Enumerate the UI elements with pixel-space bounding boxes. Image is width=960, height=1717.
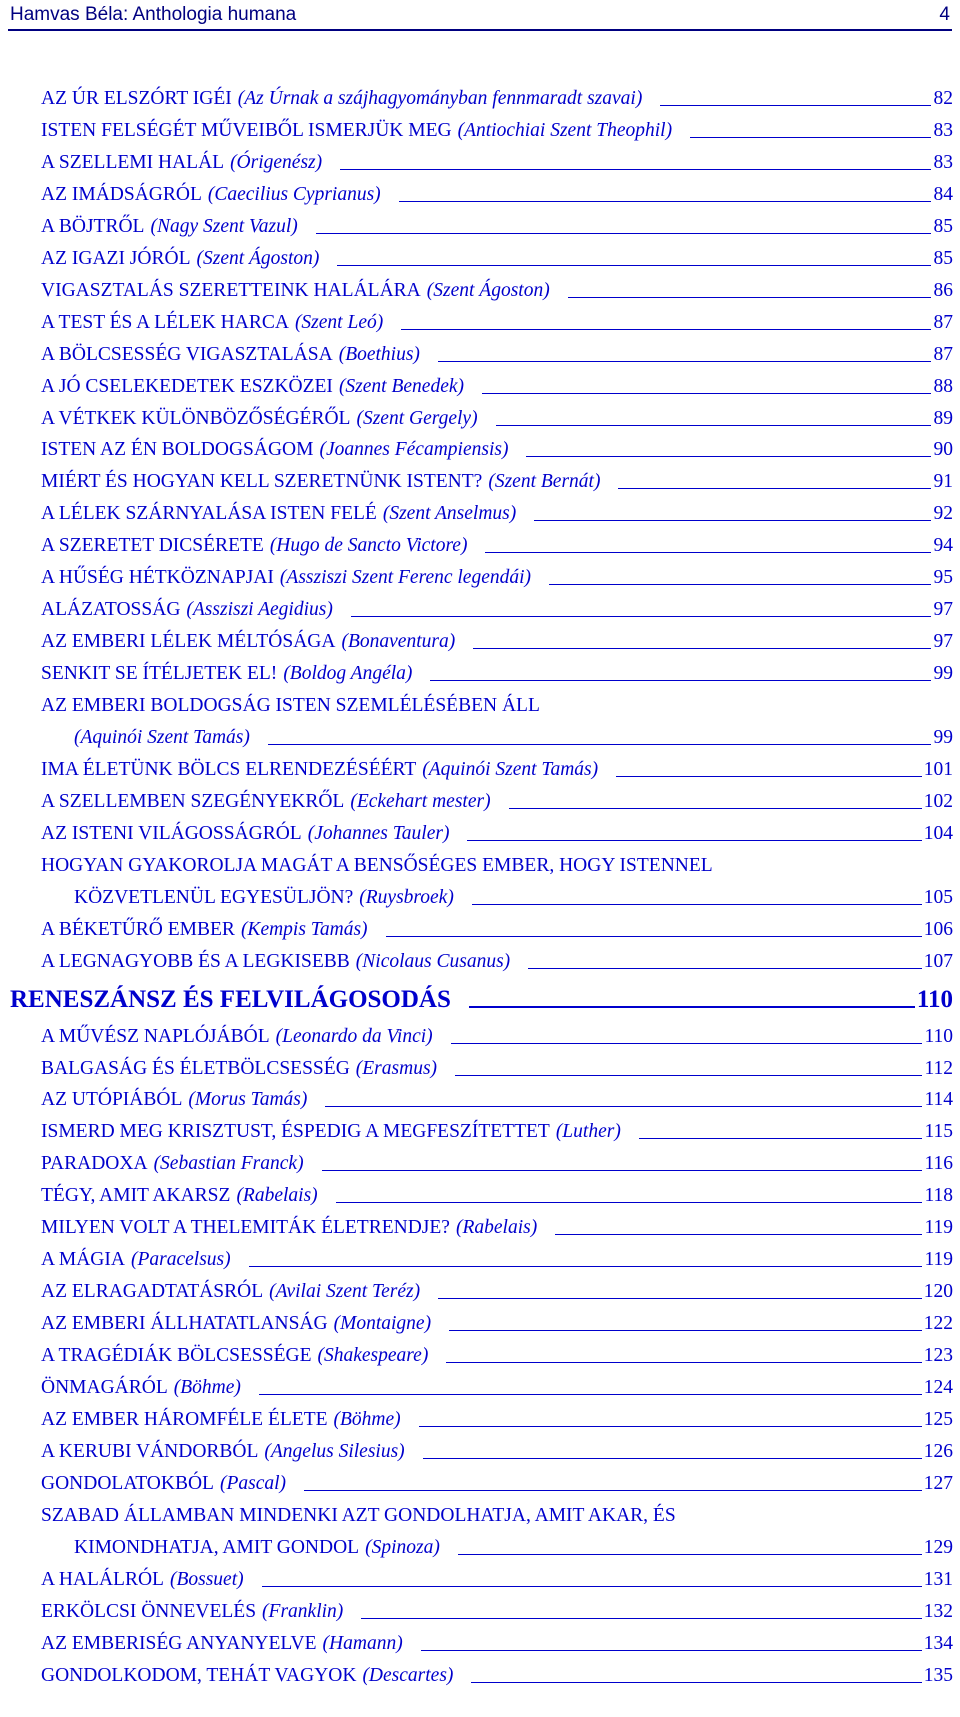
dot-leader (386, 936, 922, 937)
toc-entry-title: A VÉTKEK KÜLÖNBÖZŐSÉGÉRŐL (41, 407, 351, 429)
toc-entry[interactable] (74, 884, 953, 910)
toc-entry-page-number: 107 (923, 950, 953, 972)
dot-leader (509, 808, 922, 809)
dot-leader (268, 744, 931, 745)
toc-entry-title: A BÖLCSESSÉG VIGASZTALÁSA (41, 343, 333, 365)
toc-entry-author: (Szent Ágoston) (426, 279, 550, 301)
toc-entry-author: (Kempis Tamás) (240, 918, 368, 940)
toc-entry-author: (Pascal) (219, 1472, 287, 1494)
toc-entry-page-number: 104 (923, 822, 953, 844)
toc-entry-page-number: 135 (923, 1664, 953, 1686)
toc-entry[interactable] (41, 1470, 953, 1496)
toc-entry[interactable] (41, 1182, 953, 1208)
toc-entry-author: (Leonardo da Vinci) (275, 1025, 433, 1047)
toc-entry-author: (Paracelsus) (130, 1249, 231, 1271)
toc-entry-page-number: 134 (923, 1632, 953, 1654)
dot-leader (534, 520, 931, 521)
dot-leader (458, 1554, 922, 1555)
toc-entry[interactable] (41, 373, 953, 399)
toc-entry-page-number: 120 (923, 1281, 953, 1303)
toc-entry-page-number: 129 (923, 1536, 953, 1558)
dot-leader (423, 1458, 922, 1459)
toc-entry[interactable] (41, 948, 953, 974)
toc-entry[interactable] (41, 149, 953, 175)
toc-entry-author: (Bossuet) (169, 1568, 244, 1590)
dot-leader (618, 488, 931, 489)
toc-entry-title: PARADOXA (41, 1153, 148, 1175)
dot-leader (336, 1202, 923, 1203)
dot-leader (438, 1298, 922, 1299)
toc-entry[interactable] (41, 1342, 953, 1368)
toc-entry-title: A MÁGIA (41, 1249, 125, 1271)
toc-entry-page-number: 87 (933, 343, 953, 365)
dot-leader (421, 1650, 922, 1651)
toc-entry[interactable] (74, 1534, 953, 1560)
toc-entry-author: (Montaigne) (333, 1313, 432, 1335)
toc-entry-author: (Nicolaus Cusanus) (355, 950, 511, 972)
toc-entry-page-number: 132 (923, 1600, 953, 1622)
toc-entry-title: MIÉRT ÉS HOGYAN KELL SZERETNÜNK ISTENT? (41, 471, 483, 493)
toc-entry[interactable] (41, 660, 953, 686)
toc-entry-author: (Szent Benedek) (338, 375, 464, 397)
toc-entry-title: ÖNMAGÁRÓL (41, 1377, 168, 1398)
toc-entry-title: BALGASÁG ÉS ÉLETBÖLCSESSÉG (41, 1057, 350, 1079)
toc-entry-author: (Szent Anselmus) (382, 503, 517, 525)
toc-entry-page-number: 97 (933, 631, 953, 653)
toc-entry-page-number: 82 (933, 88, 953, 109)
toc-entry[interactable] (41, 596, 953, 622)
dot-leader (259, 1394, 922, 1395)
toc-entry-page-number: 105 (923, 886, 953, 908)
toc-entry[interactable] (41, 852, 953, 878)
dot-leader (446, 1362, 921, 1363)
toc-entry-title: A BÖJTRŐL (41, 215, 145, 237)
toc-entry-author: (Bonaventura) (341, 631, 456, 653)
dot-leader (449, 1330, 922, 1331)
toc-entry-author: (Hamann) (322, 1632, 403, 1654)
toc-entry-page-number: 89 (933, 407, 953, 429)
toc-entry-author: (Assziszi Aegidius) (186, 599, 333, 621)
toc-entry-title: A KERUBI VÁNDORBÓL (41, 1440, 259, 1462)
toc-entry-page-number: 110 (916, 985, 953, 1013)
toc-entry-page-number: 97 (933, 599, 953, 621)
dot-leader (361, 1618, 921, 1619)
toc-entry[interactable] (41, 692, 953, 718)
toc-entry[interactable] (41, 277, 953, 303)
dot-leader (555, 1234, 922, 1235)
toc-entry-title: A SZELLEMI HALÁL (41, 151, 225, 173)
toc-entry-title: A BÉKETŰRŐ EMBER (41, 918, 235, 940)
toc-entry-page-number: 124 (923, 1377, 953, 1398)
toc-entry-author: (Spinoza) (365, 1536, 440, 1558)
toc-entry[interactable] (41, 1023, 953, 1049)
toc-entry-title: A MŰVÉSZ NAPLÓJÁBÓL (41, 1025, 270, 1047)
toc-entry-page-number: 125 (923, 1408, 953, 1430)
dot-leader (249, 1266, 923, 1267)
toc-entry-title: ERKÖLCSI ÖNNEVELÉS (41, 1600, 257, 1622)
toc-entry-title: KIMONDHATJA, AMIT GONDOL (74, 1536, 360, 1558)
page-header (8, 0, 952, 31)
toc-entry-author: (Eckehart mester) (350, 790, 491, 812)
toc-entry-author: (Franklin) (262, 1600, 344, 1622)
toc-entry[interactable] (41, 1438, 953, 1464)
dot-leader (467, 840, 921, 841)
toc-entry-page-number: 84 (933, 183, 953, 205)
toc-entry[interactable] (41, 756, 953, 782)
toc-entry-author: (Böhme) (333, 1408, 401, 1430)
toc-entry-title: TÉGY, AMIT AKARSZ (41, 1185, 231, 1207)
dot-leader (451, 1043, 923, 1044)
header-page-number: 4 (939, 4, 950, 25)
toc-entry-title: AZ ELRAGADTATÁSRÓL (41, 1281, 264, 1303)
toc-entry[interactable] (41, 1214, 953, 1240)
dot-leader (316, 233, 931, 234)
toc-entry-title: A HŰSÉG HÉTKÖZNAPJAI (41, 567, 274, 589)
toc-entry[interactable] (41, 916, 953, 942)
toc-entry[interactable] (41, 1406, 953, 1432)
toc-entry-page-number: 94 (933, 535, 953, 557)
toc-entry-author: (Hugo de Sancto Victore) (269, 535, 468, 557)
toc-entry-author: (Descartes) (362, 1664, 454, 1686)
toc-section-heading[interactable] (10, 983, 953, 1015)
header-title: Hamvas Béla: Anthologia humana (10, 4, 297, 25)
toc-entry-author: (Shakespeare) (317, 1345, 429, 1367)
toc-entry-title: A SZELLEMBEN SZEGÉNYEKRŐL (41, 790, 345, 812)
toc-entry-page-number: 122 (923, 1313, 953, 1335)
toc-entry[interactable] (41, 628, 953, 654)
toc-entry-title: A TRAGÉDIÁK BÖLCSESSÉGE (41, 1345, 312, 1367)
dot-leader (496, 425, 931, 426)
toc-entry-author: (Avilai Szent Teréz) (269, 1281, 421, 1303)
toc-entry[interactable] (41, 1566, 953, 1592)
toc-entry[interactable] (41, 564, 953, 590)
toc-entry-title: A JÓ CSELEKEDETEK ESZKÖZEI (41, 375, 333, 397)
dot-leader (526, 456, 931, 457)
toc-entry-author: (Nagy Szent Vazul) (150, 215, 298, 237)
dot-leader (660, 105, 931, 106)
toc-entry-title: ISTEN FELSÉGÉT MŰVEIBŐL ISMERJÜK MEG (41, 119, 452, 141)
toc-entry[interactable] (41, 820, 953, 846)
toc-entry[interactable] (41, 1310, 953, 1336)
dot-leader (419, 1426, 922, 1427)
toc-entry-page-number: 102 (923, 790, 953, 812)
toc-entry-author: (Rabelais) (236, 1185, 318, 1207)
toc-entry-author: (Boethius) (338, 343, 420, 365)
toc-entry-title: A LÉLEK SZÁRNYALÁSA ISTEN FELÉ (41, 503, 377, 525)
toc-entry-page-number: 127 (923, 1472, 953, 1494)
toc-entry-page-number: 87 (933, 311, 953, 333)
toc-entry-author: (Órigenész) (230, 151, 323, 173)
toc-entry[interactable] (41, 436, 953, 462)
toc-entry-title: AZ EMBER HÁROMFÉLE ÉLETE (41, 1408, 328, 1430)
toc-entry-title: VIGASZTALÁS SZERETTEINK HALÁLÁRA (41, 279, 421, 301)
toc-entry-title: GONDOLKODOM, TEHÁT VAGYOK (41, 1664, 357, 1686)
toc-entry-author: (Szent Leó) (294, 311, 384, 333)
toc-entry-page-number: 123 (923, 1345, 953, 1367)
toc-entry-page-number: 106 (923, 918, 953, 940)
toc-entry[interactable] (41, 500, 953, 526)
toc-entry[interactable] (41, 1598, 953, 1624)
dot-leader (568, 297, 931, 298)
toc-entry-title: HOGYAN GYAKOROLJA MAGÁT A BENSŐSÉGES EMBER, HOGY ISTENNEL (41, 854, 713, 876)
toc-entry[interactable] (41, 788, 953, 814)
toc-entry-title: ALÁZATOSSÁG (41, 599, 181, 621)
toc-entry-title: SZABAD ÁLLAMBAN MINDENKI AZT GONDOLHATJA, AMIT AKAR, ÉS (41, 1504, 676, 1526)
toc-entry-author: (Angelus Silesius) (264, 1440, 405, 1462)
toc-entry-page-number: 119 (924, 1217, 953, 1239)
toc-entry-page-number: 101 (923, 758, 953, 780)
toc-entry-author: (Szent Ágoston) (196, 247, 320, 269)
dot-leader (690, 137, 931, 138)
toc-entry-title: AZ IMÁDSÁGRÓL (41, 183, 202, 205)
toc-entry-title: AZ ISTENI VILÁGOSSÁGRÓL (41, 822, 302, 844)
toc-entry-page-number: 88 (933, 375, 953, 397)
toc-entry-title: RENESZÁNSZ ÉS FELVILÁGOSODÁS (10, 985, 451, 1013)
toc-entry-author: (Morus Tamás) (188, 1089, 308, 1111)
toc-entry-author: (Antiochiai Szent Theophil) (457, 119, 673, 141)
dot-leader (399, 201, 931, 202)
toc-entry-author: (Böhme) (173, 1377, 241, 1398)
toc-entry-title: GONDOLATOKBÓL (41, 1472, 214, 1494)
toc-entry-title: KÖZVETLENÜL EGYESÜLJÖN? (74, 886, 354, 908)
toc-entry-page-number: 112 (924, 1057, 953, 1079)
toc-entry-page-number: 83 (933, 151, 953, 173)
toc-entry-page-number: 91 (933, 471, 953, 493)
toc-entry-title: A LEGNAGYOBB ÉS A LEGKISEBB (41, 950, 350, 972)
toc-entry[interactable] (41, 341, 953, 367)
toc-entry-author: (Aquinói Szent Tamás) (74, 727, 250, 748)
toc-entry-page-number: 126 (923, 1440, 953, 1462)
toc-entry-page-number: 85 (933, 215, 953, 237)
toc-entry-title: A HALÁLRÓL (41, 1568, 164, 1590)
toc-entry-title: AZ EMBERI ÁLLHATATLANSÁG (41, 1313, 328, 1335)
toc-entry-page-number: 85 (933, 247, 953, 269)
toc-entry-page-number: 95 (933, 567, 953, 589)
toc-entry-page-number: 115 (924, 1121, 953, 1143)
toc-entry-title: AZ UTÓPIÁBÓL (41, 1089, 183, 1111)
toc-entry-author: (Boldog Angéla) (283, 663, 413, 685)
toc-entry-page-number: 92 (933, 503, 953, 525)
toc-entry-title: AZ IGAZI JÓRÓL (41, 247, 191, 269)
toc-entry-page-number: 90 (933, 439, 953, 461)
toc-entry-author: (Luther) (555, 1121, 621, 1143)
toc-entry-page-number: 131 (923, 1568, 953, 1590)
dot-leader (322, 1170, 923, 1171)
toc-entry-title: MILYEN VOLT A THELEMITÁK ÉLETRENDJE? (41, 1217, 450, 1239)
toc-entry[interactable] (41, 1246, 953, 1272)
dot-leader (473, 648, 931, 649)
toc-entry[interactable] (41, 1086, 953, 1112)
toc-entry-page-number: 99 (933, 727, 953, 748)
toc-entry-author: (Az Úrnak a szájhagyományban fennmaradt szavai) (237, 88, 643, 109)
toc-entry[interactable] (41, 1055, 953, 1081)
toc-entry-author: (Szent Gergely) (356, 407, 478, 429)
toc-entry[interactable] (41, 1374, 953, 1400)
toc-entry[interactable] (41, 245, 953, 271)
toc-entry[interactable] (41, 1502, 953, 1528)
toc-entry-title: SENKIT SE ÍTÉLJETEK EL! (41, 663, 278, 685)
toc-entry-page-number: 119 (924, 1249, 953, 1271)
toc-entry[interactable] (41, 532, 953, 558)
toc-entry-title: IMA ÉLETÜNK BÖLCS ELRENDEZÉSÉÉRT (41, 758, 417, 780)
toc-entry-title: ISTEN AZ ÉN BOLDOGSÁGOM (41, 439, 314, 461)
dot-leader (485, 552, 931, 553)
dot-leader (472, 904, 922, 905)
toc-entry-author: (Szent Bernát) (488, 471, 601, 493)
toc-entry-author: (Johannes Tauler) (307, 822, 450, 844)
toc-entry-title: A SZERETET DICSÉRETE (41, 535, 264, 557)
dot-leader (469, 1006, 915, 1008)
dot-leader (549, 584, 931, 585)
dot-leader (340, 169, 931, 170)
toc-entry[interactable] (41, 117, 953, 143)
toc-entry-author: (Joannes Fécampiensis) (319, 439, 509, 461)
toc-entry[interactable] (41, 309, 953, 335)
toc-entry-page-number: 83 (933, 119, 953, 141)
toc-entry-author: (Assziszi Szent Ferenc legendái) (279, 567, 532, 589)
toc-entry-author: (Aquinói Szent Tamás) (422, 758, 599, 780)
toc-entry-title: AZ EMBERISÉG ANYANYELVE (41, 1632, 317, 1654)
toc-entry-page-number: 116 (924, 1153, 953, 1175)
dot-leader (304, 1490, 922, 1491)
toc-entry[interactable] (41, 1278, 953, 1304)
dot-leader (639, 1138, 923, 1139)
toc-entry-author: (Erasmus) (355, 1057, 438, 1079)
toc-entry[interactable] (41, 85, 953, 111)
toc-entry-title: AZ EMBERI LÉLEK MÉLTÓSÁGA (41, 631, 336, 653)
toc-entry[interactable] (41, 1118, 953, 1144)
toc-entry[interactable] (41, 213, 953, 239)
toc-entry[interactable] (41, 1662, 953, 1688)
dot-leader (528, 968, 922, 969)
toc-entry-title: AZ EMBERI BOLDOGSÁG ISTEN SZEMLÉLÉSÉBEN ÁLL (41, 695, 540, 717)
dot-leader (482, 393, 931, 394)
toc-entry[interactable] (41, 468, 953, 494)
dot-leader (401, 329, 931, 330)
dot-leader (337, 265, 931, 266)
toc-entry-title: A TEST ÉS A LÉLEK HARCA (41, 311, 289, 333)
toc-entry-author: (Ruysbroek) (359, 886, 454, 908)
dot-leader (471, 1682, 921, 1683)
dot-leader (351, 616, 931, 617)
toc-entry-page-number: 86 (933, 279, 953, 301)
toc-entry-page-number: 118 (924, 1185, 953, 1207)
dot-leader (455, 1075, 922, 1076)
toc-entry[interactable] (41, 1150, 953, 1176)
dot-leader (616, 776, 922, 777)
toc-entry-page-number: 110 (924, 1025, 953, 1047)
toc-entry-author: (Rabelais) (455, 1217, 538, 1239)
toc-entry-author: (Caecilius Cyprianus) (207, 183, 381, 205)
toc-entry-title: ISMERD MEG KRISZTUST, ÉSPEDIG A MEGFESZÍTETTET (41, 1121, 550, 1143)
toc-entry-page-number: 114 (924, 1089, 953, 1111)
toc-entry[interactable] (41, 1630, 953, 1656)
dot-leader (262, 1586, 922, 1587)
dot-leader (430, 680, 931, 681)
dot-leader (325, 1106, 922, 1107)
toc-entry-page-number: 99 (933, 663, 953, 685)
toc-entry-author: (Sebastian Franck) (153, 1153, 304, 1175)
dot-leader (438, 361, 931, 362)
toc-entry[interactable] (74, 724, 953, 750)
toc-entry[interactable] (41, 405, 953, 431)
toc-entry-title: AZ ÚR ELSZÓRT IGÉI (41, 88, 232, 109)
toc-entry[interactable] (41, 181, 953, 207)
